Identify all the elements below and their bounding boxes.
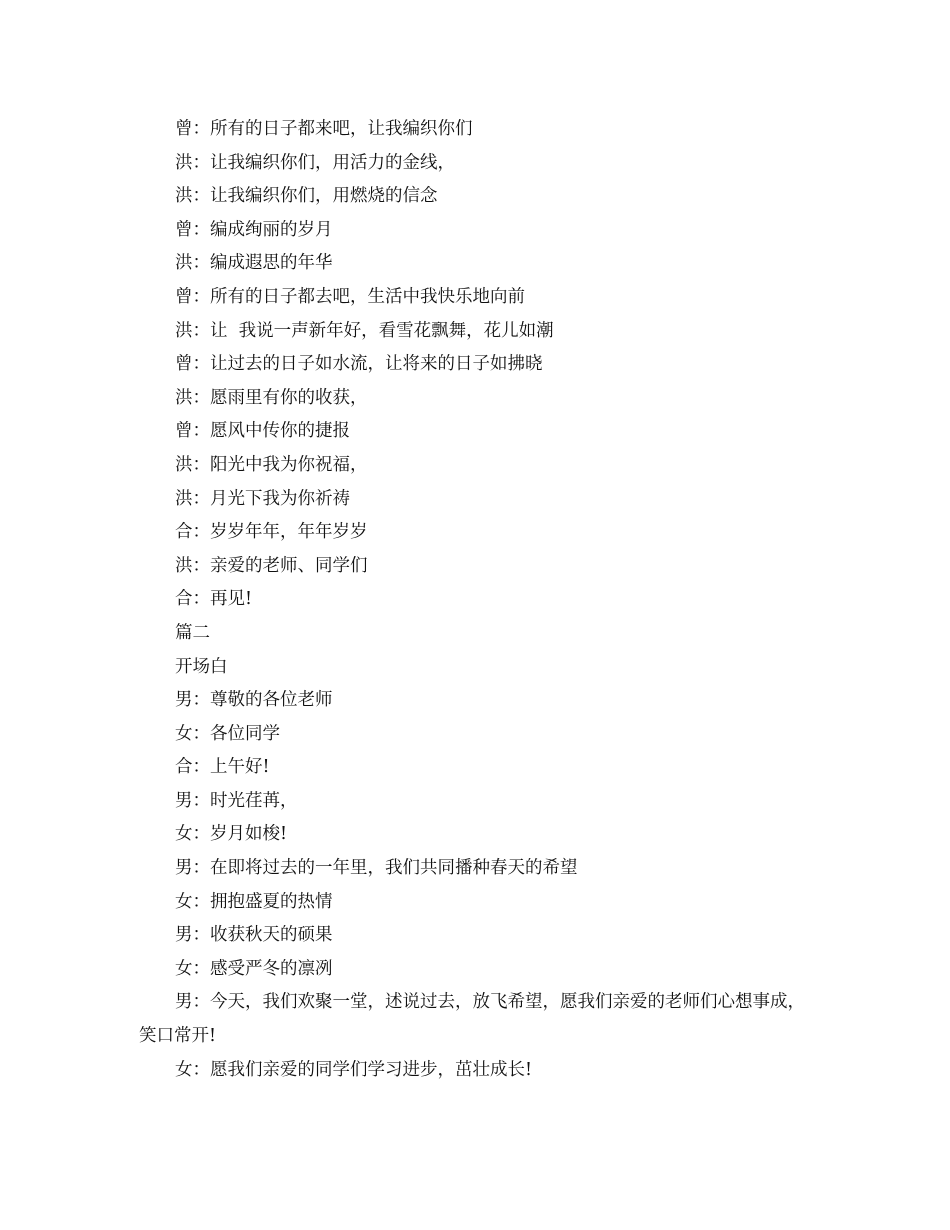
section-heading: 篇二: [175, 622, 210, 643]
text-line: 合：上午好!: [175, 757, 270, 778]
text-line: 洪：编成遐思的年华: [175, 253, 333, 274]
text-line: 洪：让我编织你们，用燃烧的信念: [175, 186, 438, 207]
document-body: [139, 113, 821, 1087]
text-line: 曾：让过去的日子如水流，让将来的日子如拂晓: [175, 354, 543, 375]
text-line: 男：时光荏苒，: [175, 790, 298, 811]
text-line: 女：愿我们亲爱的同学们学习进步，茁壮成长!: [175, 1059, 533, 1080]
text-line: 女：感受严冬的凛冽: [175, 958, 333, 979]
text-line: 合：再见!: [175, 589, 253, 610]
text-line: 洪：让 我说一声新年好，看雪花飘舞，花儿如潮: [175, 320, 554, 341]
text-line: 曾：所有的日子都去吧，生活中我快乐地向前: [175, 286, 525, 307]
text-line: 女：拥抱盛夏的热情: [175, 891, 333, 912]
text-line: 曾：所有的日子都来吧，让我编织你们: [175, 119, 473, 139]
text-line: 洪：亲爱的老师、同学们: [175, 555, 368, 576]
text-line: 男：收获秋天的硕果: [175, 925, 333, 946]
text-line: 男：在即将过去的一年里，我们共同播种春天的希望: [175, 858, 578, 879]
text-line: 洪：愿雨里有你的收获，: [175, 387, 368, 408]
text-line: 男：今天，我们欢聚一堂，述说过去，放飞希望，愿我们亲爱的老师们心想事成，笑口常开!: [139, 992, 805, 1047]
text-line: 洪：阳光中我为你祝福，: [175, 454, 368, 475]
text-line: 男：尊敬的各位老师: [175, 690, 333, 711]
text-line: 曾：编成绚丽的岁月: [175, 219, 333, 240]
text-line: 合：岁岁年年，年年岁岁: [175, 522, 368, 543]
text-line: 洪：让我编织你们，用活力的金线，: [175, 152, 455, 173]
subsection-heading: 开场白: [175, 656, 228, 677]
text-line: 曾：愿风中传你的捷报: [175, 421, 350, 442]
text-line: 女：岁月如梭!: [175, 824, 288, 845]
text-line: 洪：月光下我为你祈祷: [175, 488, 350, 509]
text-line: 女：各位同学: [175, 723, 280, 744]
